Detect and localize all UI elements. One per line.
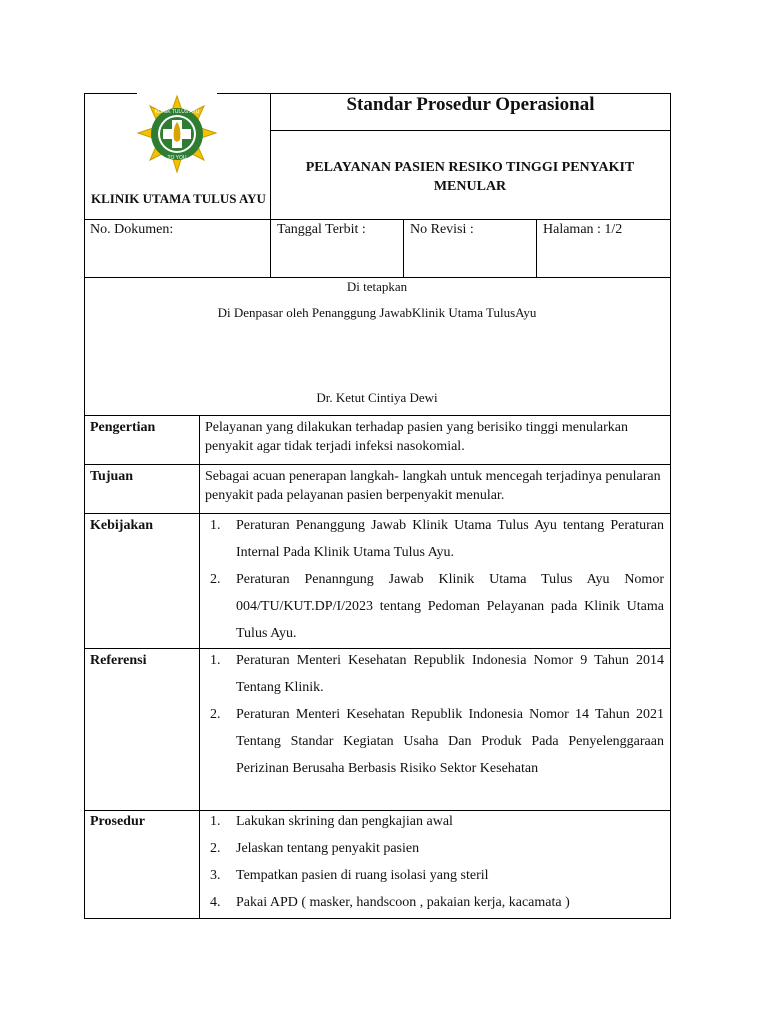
referensi-list	[200, 647, 664, 782]
doc-title: PELAYANAN PASIEN RESIKO TINGGI PENYAKIT MENULAR	[305, 160, 635, 194]
table-border-right	[670, 93, 671, 919]
kebijakan-list	[200, 512, 664, 647]
list-item	[200, 835, 664, 862]
meta-divider-2	[403, 219, 404, 277]
kebijakan-label: Kebijakan	[90, 518, 154, 533]
doc-type-title: Standar Prosedur Operasional	[346, 94, 595, 115]
list-item-text: Tempatkan pasien di ruang isolasi yang steril	[236, 868, 489, 883]
no-dokumen-label: No. Dokumen:	[90, 222, 174, 237]
referensi-label: Referensi	[90, 653, 147, 668]
header-bottom	[84, 219, 670, 220]
list-item-number: 2.	[210, 841, 221, 856]
row-sep-pengertian	[84, 464, 670, 465]
list-item-number: 4.	[210, 895, 221, 910]
list-item	[200, 808, 664, 835]
list-item	[200, 512, 664, 566]
prosedur-list	[200, 808, 664, 916]
list-item-number: 1.	[210, 653, 221, 668]
tujuan-label: Tujuan	[90, 469, 134, 484]
approval-signer: Dr. Ketut Cintiya Dewi	[316, 390, 438, 405]
halaman-label: Halaman : 1/2	[543, 222, 623, 237]
approval-line-1: Di tetapkan	[346, 279, 408, 294]
approval-line-2: Di Denpasar oleh Penanggung JawabKlinik Utama TulusAyu	[217, 305, 537, 320]
tujuan-text: Sebagai acuan penerapan langkah- langkah untuk mencegah terjadinya penularan penyakit pada pelayanan pasien berpenyakit menular.	[205, 469, 661, 503]
table-border-bottom	[84, 918, 671, 919]
list-item-number: 1.	[210, 518, 221, 533]
meta-divider-1	[270, 219, 271, 277]
logo-ring-text: KLINIK TULUS AYU	[154, 109, 200, 115]
meta-divider-3	[536, 219, 537, 277]
list-item-number: 2.	[210, 707, 221, 722]
list-item	[200, 889, 664, 916]
list-item-text: Peraturan Menteri Kesehatan Republik Indonesia Nomor 9 Tahun 2014 Tentang Klinik.	[236, 653, 664, 695]
list-item-text: Peraturan Penanggung Jawab Klinik Utama Tulus Ayu tentang Peraturan Internal Pada Klinik Utama Tulus Ayu.	[236, 518, 664, 560]
pengertian-text: Pelayanan yang dilakukan terhadap pasien yang berisiko tinggi menularkan penyakit agar tidak terjadi infeksi nasokomial.	[205, 420, 628, 454]
list-item-number: 2.	[210, 572, 221, 587]
title-separator	[270, 130, 670, 131]
list-item-text: Peraturan Penanngung Jawab Klinik Utama Tulus Ayu Nomor 004/TU/KUT.DP/I/2023 tentang Pedoman Pelayanan pada Klinik Utama Tulus Ayu.	[236, 572, 664, 641]
list-item-text: Jelaskan tentang penyakit pasien	[236, 841, 420, 856]
list-item-text: Pakai APD ( masker, handscoon , pakaian kerja, kacamata )	[236, 895, 570, 910]
logo-bottom-text: TO YOU	[167, 155, 187, 161]
list-item-number: 3.	[210, 868, 221, 883]
list-item	[200, 862, 664, 889]
table-border-top-left	[84, 93, 137, 94]
clinic-logo	[134, 92, 220, 176]
list-item-number: 1.	[210, 814, 221, 829]
prosedur-label: Prosedur	[90, 814, 145, 829]
list-item	[200, 701, 664, 782]
table-border-left	[84, 93, 85, 919]
approval-bottom	[84, 415, 670, 416]
list-item-text: Lakukan skrining dan pengkajian awal	[236, 814, 453, 829]
pengertian-label: Pengertian	[90, 420, 156, 435]
list-item	[200, 647, 664, 701]
no-revisi-label: No Revisi :	[410, 222, 474, 237]
tanggal-terbit-label: Tanggal Terbit :	[277, 222, 366, 237]
list-item-text: Peraturan Menteri Kesehatan Republik Indonesia Nomor 14 Tahun 2021 Tentang Standar Kegiatan Usaha Dan Produk Pada Penyelenggaraan Perizinan Berusaha Berbasis Risiko Sektor Kesehatan	[236, 707, 664, 776]
list-item	[200, 566, 664, 647]
clinic-name: KLINIK UTAMA TULUS AYU	[91, 191, 266, 206]
